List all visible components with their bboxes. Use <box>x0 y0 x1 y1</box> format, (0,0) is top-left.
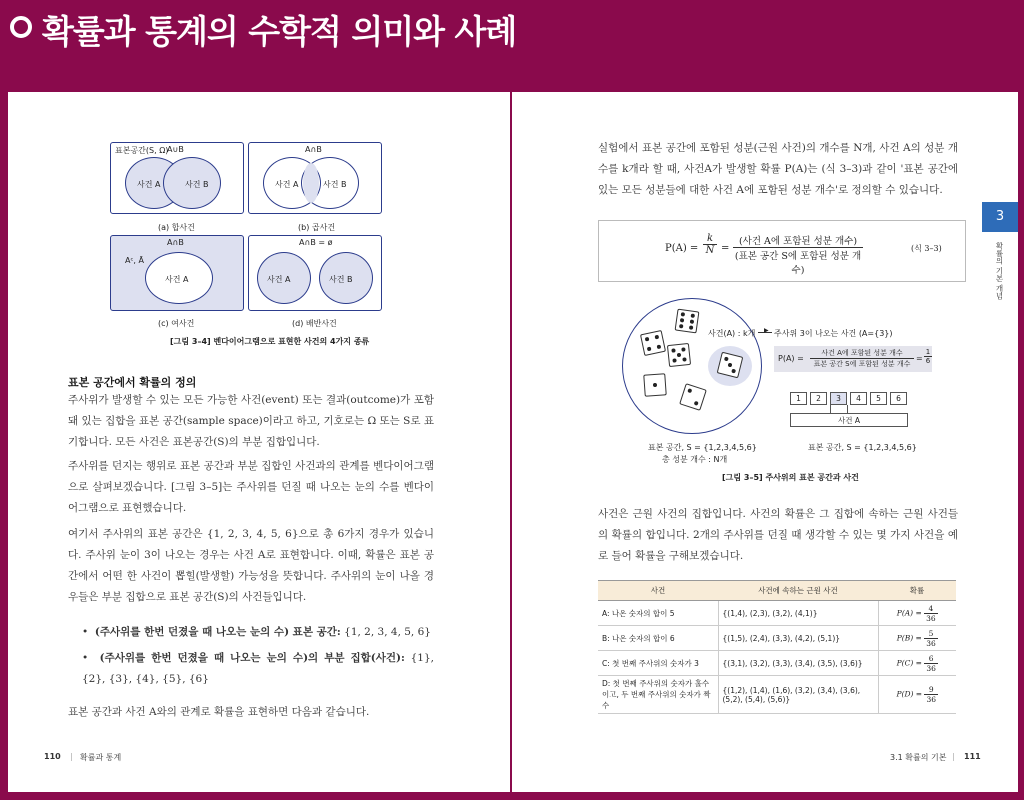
prob-num: 9 <box>924 685 938 695</box>
pa-formula-box <box>774 346 932 372</box>
venn-d-caption: (d) 배반사건 <box>292 319 337 328</box>
venn-b-left: 사건 A <box>275 180 299 189</box>
footer-text-left: 확률과 통계 <box>80 753 122 762</box>
event-cell: C: 첫 번째 주사위의 숫자가 3 <box>598 651 718 676</box>
formula-frac-text <box>733 233 863 276</box>
right-paragraph-2: 사건은 근원 사건의 집합입니다. 사건의 확률은 그 집합에 속하는 근원 사건들의 확률의 합입니다. 2개의 주사위를 던질 때 생각할 수 있는 몇 가지 사건을 예로 들어 확률을 구해보겠습니다. <box>598 508 958 562</box>
left-page <box>8 92 510 792</box>
prob-num: 6 <box>924 654 938 664</box>
formula-tag: (식 3–3) <box>911 244 942 253</box>
event-cell: A: 나온 숫자의 합이 5 <box>598 601 718 626</box>
venn-c-caption: (c) 여사건 <box>158 319 195 328</box>
pa-fraction <box>810 348 914 369</box>
right-fig-caption: 표본 공간, S = {1,2,3,4,5,6} <box>808 443 917 452</box>
table-row <box>598 651 956 676</box>
event-a-label: 사건(A) : k개 <box>708 329 756 338</box>
pa-value-n: 1 <box>925 348 931 356</box>
bullet-1: • (주사위를 한번 던졌을 때 나오는 눈의 수) 표본 공간: {1, 2, 3, 4, 5, 6} <box>82 626 431 638</box>
event-description: 주사위 3이 나오는 사건 (A={3}) <box>774 329 893 338</box>
pa-den: 표본 공간 S에 포함된 성분 개수 <box>813 360 911 368</box>
paragraph-1: 주사위가 발생할 수 있는 모든 가능한 사건(event) 또는 결과(outcome)가 포함돼 있는 집합을 표본 공간(sample space)이라고 하고, 기호로는 Ω 또는 S로 표기합니다. 모든 사건은 표본공간(S)의 부분 집합입니다. <box>68 394 434 448</box>
pa-num: 사건 A에 포함된 성분 개수 <box>810 348 914 359</box>
table-row <box>598 626 956 651</box>
sample-cell: 1 <box>790 392 807 405</box>
outcomes-cell: {(3,1), (3,2), (3,3), (3,4), (3,5), (3,6)} <box>718 651 878 676</box>
probability-cell <box>878 676 956 714</box>
sample-cell: 6 <box>890 392 907 405</box>
formula-frac-kn <box>703 233 717 256</box>
pa-label: P(A) = <box>778 354 804 363</box>
venn-intersection <box>248 142 382 214</box>
formula-box <box>598 220 966 282</box>
paragraph-2: 주사위를 던지는 행위로 표본 공간과 부분 집합인 사건과의 관계를 벤다이어그램으로 살펴보겠습니다. [그림 3–5]는 주사위를 던질 때 나오는 눈의 수를 벤다이어그램으로 표현했습니다. <box>68 460 434 514</box>
prob-den: 36 <box>926 613 936 623</box>
venn-complement <box>110 235 244 311</box>
die-icon <box>640 330 666 356</box>
outcomes-cell: {(1,2), (1,4), (1,6), (3,2), (3,4), (3,6), (5,2), (5,4), (5,6)} <box>718 676 878 714</box>
venn-a-left: 사건 A <box>137 180 161 189</box>
event-cell: B: 나온 숫자의 합이 6 <box>598 626 718 651</box>
formula-num: (사건 A에 포함된 성분 개수) <box>733 233 863 248</box>
left-fig-caption-2: 총 성분 개수 : N개 <box>662 455 728 464</box>
venn-d-left: 사건 A <box>267 275 291 284</box>
left-fig-caption-1: 표본 공간, S = {1,2,3,4,5,6} <box>648 443 757 452</box>
sample-cell: 2 <box>810 392 827 405</box>
formula-lhs: P(A) = <box>665 243 699 254</box>
venn-a-corner: 표본공간(S, Ω) <box>115 146 169 155</box>
bullet-1-bold: (주사위를 한번 던졌을 때 나오는 눈의 수) 표본 공간: <box>94 626 341 638</box>
page-number-left: 110 <box>44 752 61 761</box>
paragraph-4: 표본 공간과 사건 A와의 관계로 확률을 표현하면 다음과 같습니다. <box>68 706 370 718</box>
paragraph-3: 여기서 주사위의 표본 공간은 {1, 2, 3, 4, 5, 6}으로 총 6가지 경우가 있습니다. 주사위 눈이 3이 나오는 경우는 사건 A로 표현합니다. 이때, 확률은 표본 공간에서 어떤 한 사건이 뽑힐(발생할) 가능성을 뜻합니다. 주사위의 눈이 나올 경우들은 부분 집합으로 표본 공간(S)의 사건들입니다. <box>68 528 434 603</box>
right-page <box>512 92 1018 792</box>
probability-cell <box>878 601 956 626</box>
prob-den: 36 <box>926 638 936 648</box>
table-header: 확률 <box>878 581 956 601</box>
table-header-row <box>598 581 956 601</box>
prob-den: 36 <box>926 663 936 673</box>
prob-label: P(D) = <box>896 689 923 699</box>
formula-den: (표본 공간 S에 포함된 성분 개수) <box>734 251 862 276</box>
pa-value <box>924 348 932 365</box>
bullet-1-rest: {1, 2, 3, 4, 5, 6} <box>340 626 431 638</box>
venn-c-top: A∩B <box>167 238 184 247</box>
bullet-2-bold: (주사위를 한번 던졌을 때 나오는 눈의 수)의 부분 집합(사건): <box>99 652 405 664</box>
bullet-2-rest: {1}, {2}, {3}, {4}, {5}, {6} <box>82 652 434 685</box>
pa-eq: = <box>916 354 923 363</box>
event-bracket <box>830 405 848 413</box>
event-cell: D: 첫 번째 주사위의 숫자가 홀수이고, 두 번째 주사위의 숫자가 짝수 <box>598 676 718 714</box>
die-icon <box>643 373 666 396</box>
venn-union <box>110 142 244 214</box>
venn-a-top: A∪B <box>167 145 184 154</box>
venn-b-caption: (b) 곱사건 <box>298 223 336 232</box>
table-row <box>598 601 956 626</box>
table-header: 사건에 속하는 근원 사건 <box>718 581 878 601</box>
venn-b-top: A∩B <box>305 145 322 154</box>
venn-b-overlap <box>303 163 319 203</box>
die-icon <box>675 309 700 334</box>
footer-text-right: 3.1 확률의 기본 <box>890 753 947 762</box>
page-title: 확률과 통계의 수학적 의미와 사례 <box>42 12 517 51</box>
table-row <box>598 676 956 714</box>
outcomes-cell: {(1,4), (2,3), (3,2), (4,1)} <box>718 601 878 626</box>
sample-cell: 4 <box>850 392 867 405</box>
probability-table <box>598 580 956 714</box>
circle-icon <box>10 16 32 38</box>
sample-cell: 5 <box>870 392 887 405</box>
chapter-side-title: 확률의 기본 개념 <box>995 242 1004 300</box>
sample-cell-event: 3 <box>830 392 847 405</box>
venn-c-corner: Aᶜ, Ā <box>125 256 144 265</box>
prob-label: P(B) = <box>896 633 922 642</box>
prob-label: P(A) = <box>896 608 922 617</box>
event-a-box: 사건 A <box>790 413 908 427</box>
venn-d-right: 사건 B <box>329 275 353 284</box>
chapter-tab: 3 <box>982 202 1018 232</box>
prob-label: P(C) = <box>896 658 922 667</box>
venn-b-right: 사건 B <box>323 180 347 189</box>
header-bar <box>0 0 1024 90</box>
pa-value-d: 6 <box>925 357 931 365</box>
venn-a-caption: (a) 합사건 <box>158 223 195 232</box>
prob-den: 36 <box>926 695 937 704</box>
venn-d-top: A∩B = ø <box>299 238 333 247</box>
probability-cell <box>878 651 956 676</box>
die-icon <box>667 343 691 367</box>
section-title: 표본 공간에서 확률의 정의 <box>68 376 197 389</box>
probability-cell <box>878 626 956 651</box>
prob-num: 4 <box>924 604 938 614</box>
table-header: 사건 <box>598 581 718 601</box>
figure-caption-3-5: [그림 3–5] 주사위의 표본 공간과 사건 <box>722 473 859 482</box>
footer-divider-left: | <box>70 752 73 761</box>
formula-eq: = <box>721 243 730 254</box>
venn-disjoint <box>248 235 382 311</box>
venn-c-center: 사건 A <box>165 275 189 284</box>
arrow-icon: ▶ <box>764 327 769 334</box>
formula-k: k <box>703 233 717 245</box>
formula-n: N <box>705 245 715 256</box>
footer-divider-right: | <box>952 752 955 761</box>
bullet-2: • (주사위를 한번 던졌을 때 나오는 눈의 수)의 부분 집합(사건): {1}, {2}, {3}, {4}, {5}, {6} <box>82 652 434 685</box>
prob-num: 5 <box>924 629 938 639</box>
outcomes-cell: {(1,5), (2,4), (3,3), (4,2), (5,1)} <box>718 626 878 651</box>
right-paragraph-1: 실험에서 표본 공간에 포함된 성분(근원 사건)의 개수를 N개, 사건 A의 성분 개수를 k개라 할 때, 사건A가 발생할 확률 P(A)는 (식 3–3)과 같이 '표본 공간에 있는 모든 성분들에 대한 사건 A에 포함된 성분 개수'로 정의할 수 있습니다. <box>598 142 958 196</box>
figure-caption-3-4: [그림 3–4] 벤다이어그램으로 표현한 사건의 4가지 종류 <box>170 337 370 346</box>
venn-a-right: 사건 B <box>185 180 209 189</box>
page-number-right: 111 <box>964 752 981 761</box>
